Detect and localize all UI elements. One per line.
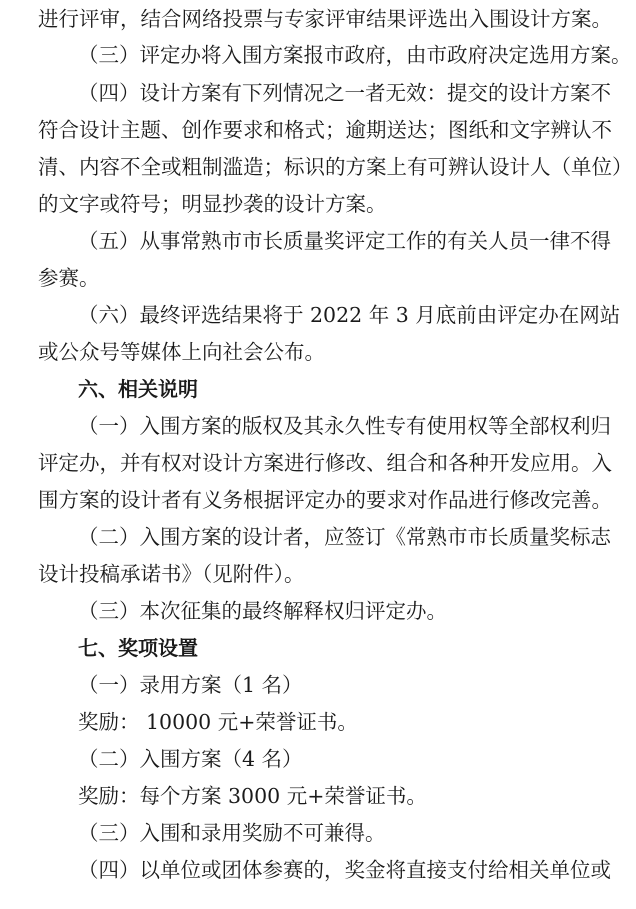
paragraph-line: （一）入围方案的版权及其永久性专有使用权等全部权利归 bbox=[78, 414, 611, 438]
paragraph-line: 评定办，并有权对设计方案进行修改、组合和各种开发应用。入 bbox=[38, 451, 612, 475]
paragraph-line: （二）入围方案（4 名） bbox=[78, 747, 303, 771]
paragraph-line: （一）录用方案（1 名） bbox=[78, 673, 303, 697]
paragraph-line: 奖励： 10000 元+荣誉证书。 bbox=[78, 710, 358, 734]
paragraph-line: 的文字或符号；明显抄袭的设计方案。 bbox=[38, 192, 387, 216]
paragraph-line: 符合设计主题、创作要求和格式；逾期送达；图纸和文字辨认不 bbox=[38, 118, 612, 142]
paragraph-line: （二）入围方案的设计者，应签订《常熟市市长质量奖标志 bbox=[78, 525, 611, 549]
paragraph-line: （三）入围和录用奖励不可兼得。 bbox=[78, 821, 386, 845]
paragraph-line: 或公众号等媒体上向社会公布。 bbox=[38, 340, 325, 364]
paragraph-line: 进行评审，结合网络投票与专家评审结果评选出入围设计方案。 bbox=[38, 7, 612, 31]
paragraph-line: 设计投稿承诺书》（见附件）。 bbox=[38, 562, 305, 586]
paragraph-line: （六）最终评选结果将于 2022 年 3 月底前由评定办在网站 bbox=[78, 303, 621, 327]
paragraph-line: （四）以单位或团体参赛的，奖金将直接支付给相关单位或 bbox=[78, 858, 611, 882]
paragraph-line: （五）从事常熟市市长质量奖评定工作的有关人员一律不得 bbox=[78, 229, 611, 253]
section-heading: 六、相关说明 bbox=[78, 377, 198, 401]
paragraph-line: 围方案的设计者有义务根据评定办的要求对作品进行修改完善。 bbox=[38, 488, 612, 512]
paragraph-line: 参赛。 bbox=[38, 266, 100, 290]
paragraph-line: 奖励：每个方案 3000 元+荣誉证书。 bbox=[78, 784, 427, 808]
paragraph-line: （四）设计方案有下列情况之一者无效：提交的设计方案不 bbox=[78, 81, 611, 105]
paragraph-line: 清、内容不全或粗制滥造；标识的方案上有可辨认设计人（单位） bbox=[38, 155, 633, 179]
paragraph-line: （三）本次征集的最终解释权归评定办。 bbox=[78, 599, 447, 623]
paragraph-line: （三）评定办将入围方案报市政府，由市政府决定选用方案。 bbox=[78, 43, 632, 67]
section-heading: 七、奖项设置 bbox=[78, 636, 198, 660]
